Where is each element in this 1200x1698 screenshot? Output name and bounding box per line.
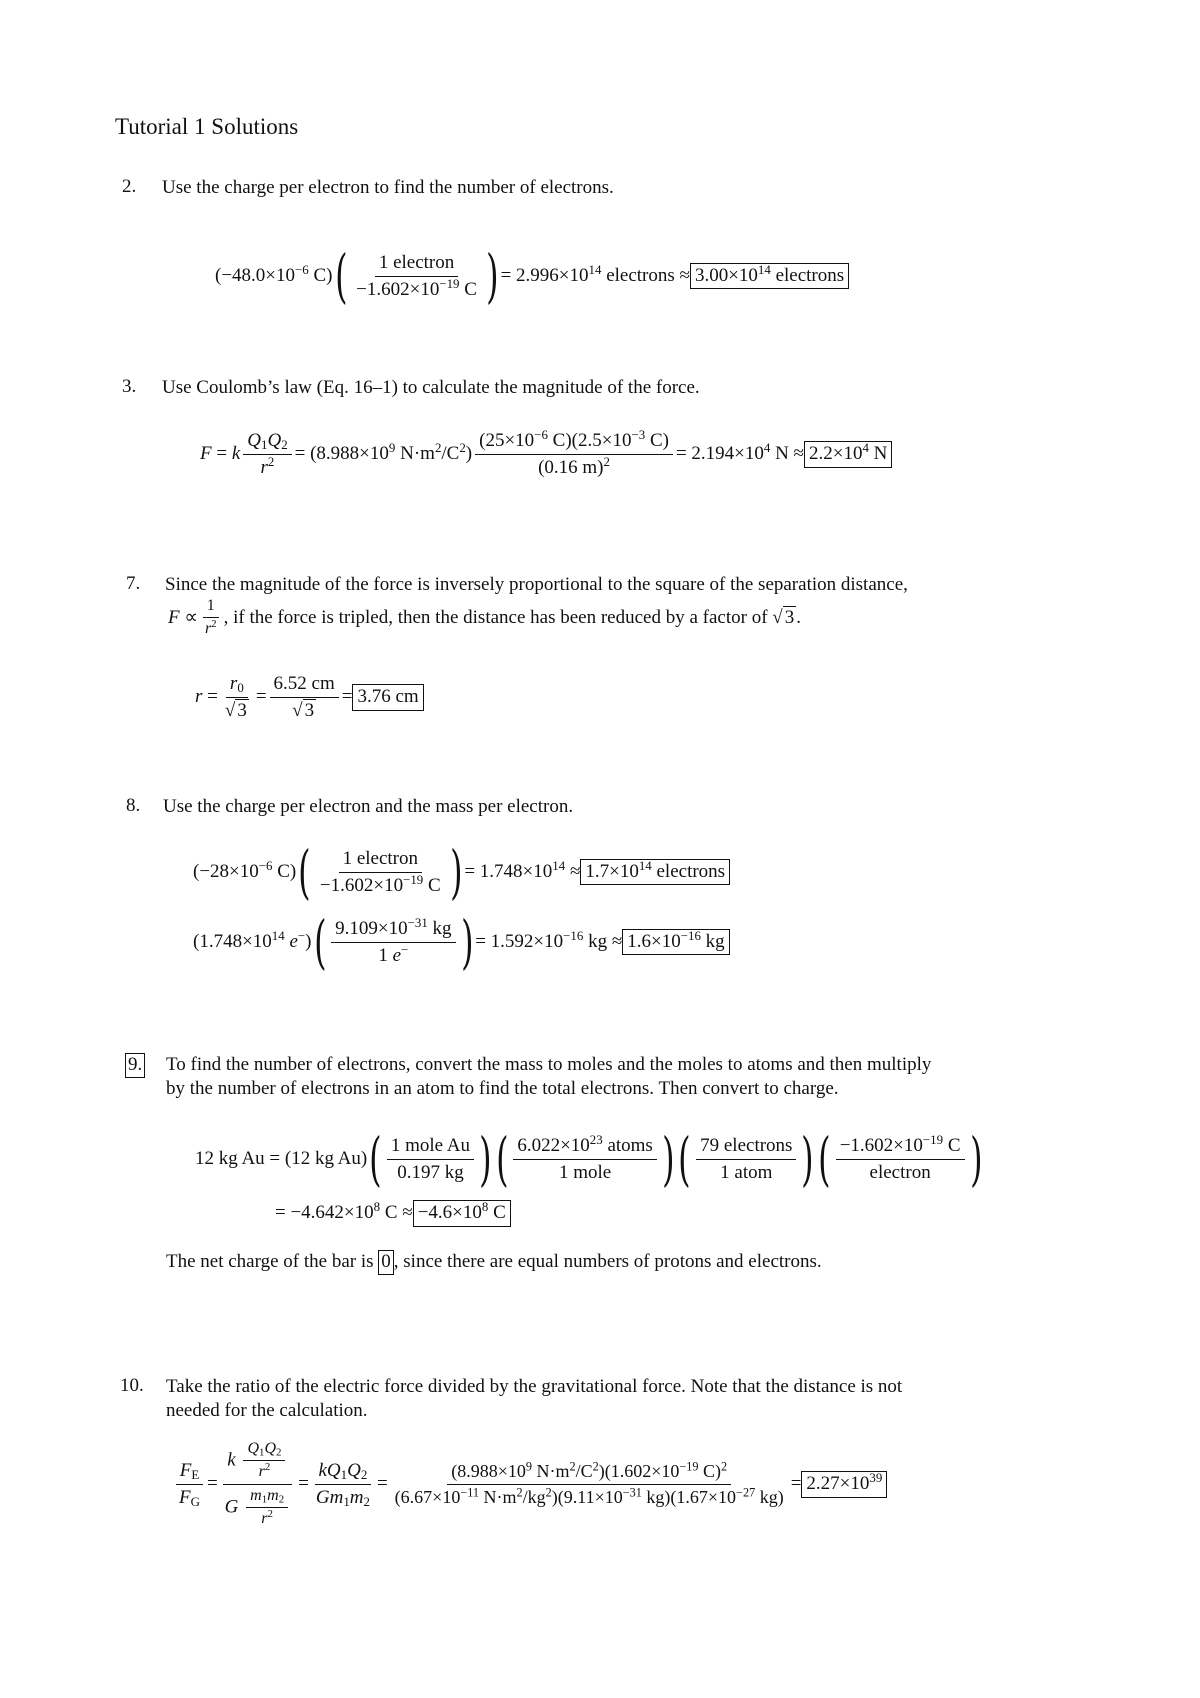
problem-8-equation-a: ($-28\times 10^{-6}$ C) ( $\frac{\text{1 electron}}{-1.602\times 10^{-19} C}$ ) = $1.748\times 10^{14}$ ≈ $1.7\times 10^{14}$ electrons	[193, 838, 730, 906]
problem-7-text2: , if the force is tripled, then the distance has been reduced by a factor of	[223, 606, 768, 628]
problem-10-answer: $2.27\times 10^{39}$	[801, 1471, 887, 1498]
problem-9-equation: 12 kg Au = (12 kg Au) ( $\frac{\text{1 mole Au}}{0.197 kg}$ ) ( $\frac{6.022\times 10^{23} atoms}{\text{1 mole}}$ ) ( $\frac{\text{79 electrons}}{\text{1 atom}}$ ) ( $\frac{-1.602\times 10^{-19} C}{\text{electron}}$ )	[195, 1125, 983, 1193]
problem-9-text: To find the number of electrons, convert the mass to moles and the moles to atoms and then multiply	[166, 1054, 932, 1075]
problem-9-net-charge: The net charge of the bar is 0 , since there are equal numbers of protons and electrons.	[166, 1250, 822, 1275]
problem-8-answer-a: $1.7\times 10^{14}$ electrons	[580, 859, 730, 886]
problem-2-answer: $3.00\times 10^{14}$ electrons	[690, 263, 849, 290]
problem-2-equation: ($-48.0\times 10^{-6}$ C) ( $\frac{\text{1 electron}}{-1.602\times 10^{-19} C}$ ) = $2.996\times 10^{14}$ electrons ≈ $3.00\times 10^{14}$ electrons	[215, 242, 849, 310]
problem-8-equation-b: ($1.748\times 10^{14}$ e−) ( $\frac{9.109\times 10^{-31} kg}{1 e^-}$ ) = $1.592\times 10^{-16}$ kg ≈ $1.6\times 10^{-16}$ kg	[193, 908, 730, 976]
problem-7-text: Since the magnitude of the force is inversely proportional to the square of the separation distance,	[165, 574, 908, 595]
problem-10-text2: needed for the calculation.	[166, 1400, 368, 1421]
problem-2-number: 2.	[122, 176, 137, 197]
problem-3-text: Use Coulomb’s law (Eq. 16–1) to calculate the magnitude of the force.	[162, 377, 700, 398]
problem-7-answer: 3.76 cm	[352, 684, 423, 711]
problem-7-proportion: F ∝ $\frac{1}{r^2}$ , if the force is tripled, then the distance has been reduced by a factor of √ 3 .	[168, 597, 801, 638]
problem-7-number: 7.	[126, 573, 141, 594]
problem-3-answer: $2.2\times 10^4$ N	[804, 441, 892, 468]
problem-9-net-charge-answer: 0	[378, 1250, 394, 1275]
problem-9-answer: $-4.6\times 10^8$ C	[413, 1200, 511, 1227]
problem-8-text: Use the charge per electron and the mass per electron.	[163, 796, 574, 817]
problem-3-equation: F = k $\frac{Q_1Q_2}{r^2}$ = ($8.988\times 10^9$ $N\cdot m^2/C^2$) $\frac{(25\times 10^{-6} C)(2.5\times 10^{-3} C)}{(0.16 m)^2}$ = $2.194\times 10^4$ N ≈ $2.2\times 10^4$ N	[200, 430, 892, 479]
problem-10-text: Take the ratio of the electric force divided by the gravitational force. Note that the distance is not	[166, 1376, 903, 1397]
page-title: Tutorial 1 Solutions	[115, 114, 299, 139]
problem-9-text2: by the number of electrons in an atom to find the total electrons. Then convert to charge.	[166, 1078, 839, 1099]
problem-9-number: 9.	[125, 1053, 145, 1078]
problem-10-number: 10.	[120, 1375, 144, 1396]
problem-8-number: 8.	[126, 795, 141, 816]
problem-10-equation: $\frac{F_E}{F_G}$ = k $\frac{Q_1Q_2}{r^2}$ G $\frac{m_1m_2}{r^2}$ = $\frac{kQ_1Q_2}{Gm_1m_2}$ = $\frac{(8.988\times 10^9 N\cdot m^2/C^2)(1.602\times 10^{-19} C)^2}{(6.67\times 10^{-11} N\cdot m^2/kg^2)(9.11\times 10^{-31} kg)(1.67\times 10^{-27} kg)}$ = $2.27\times 10^{39}$	[172, 1440, 887, 1529]
problem-9-result: = $-4.642\times 10^8$ C ≈ $-4.6\times 10^8$ C	[275, 1200, 511, 1227]
problem-3-number: 3.	[122, 376, 137, 397]
problem-7-equation: r = $\frac{r_0}{√ 3}$ = $\frac{6.52 cm}{√ 3}$ = 3.76 cm	[195, 673, 424, 722]
problem-8-answer-b: $1.6\times 10^{-16}$ kg	[622, 929, 729, 956]
problem-2-text: Use the charge per electron to find the number of electrons.	[162, 177, 614, 198]
